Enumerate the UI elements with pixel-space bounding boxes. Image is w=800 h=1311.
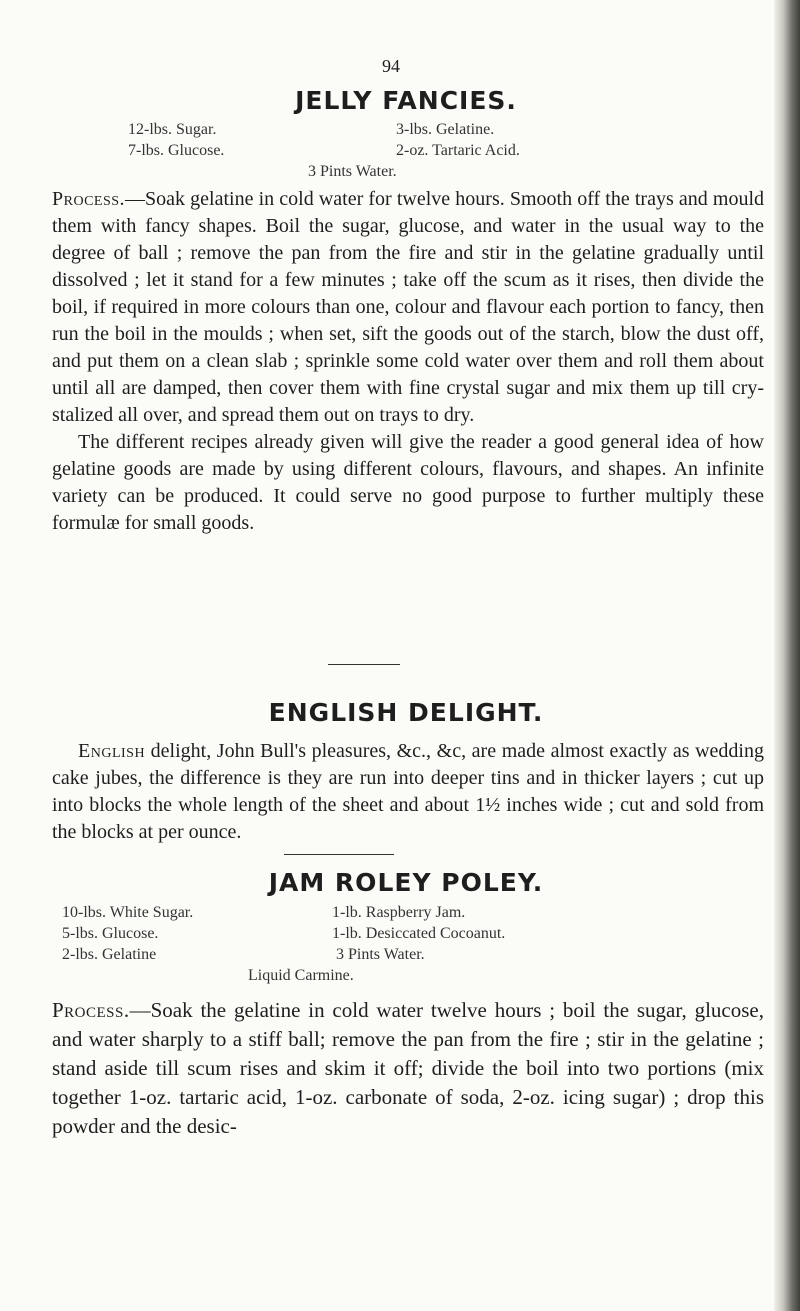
ingredient-gelatine: 2-lbs. Gelatine [62,946,157,963]
section-divider [328,664,400,665]
english-delight-text: delight, John Bull's pleasures, &c., &c, are made almost exactly as wedding cake jubes, the difference is they are run into deeper tins and in thicker layers ; cut up into blocks the whole length of the sheet and about 1½ inches wide ; cut and sold from the blocks at per ounce. [52,740,764,843]
jam-roley-poley-heading: JAM ROLEY POLEY. [268,868,544,897]
process-label: Process. [52,998,130,1022]
jam-process-text: —Soak the gelatine in cold water twelve hours ; boil the sugar, glucose, and water sharply to a stiff ball; remove the pan from the fire ; stir in the gelatine ; stand aside till scum rises and skim it off; divide the boil into two portions (mix together 1-oz. tartaric acid, 1-oz. carbonate of soda, 2-oz. icing sugar) ; drop this powder and the desic- [52,998,764,1138]
jam-process-block [52,996,764,1141]
ingredient-water: 3 Pints Water. [336,946,425,963]
english-delight-heading: ENGLISH DELIGHT. [268,698,544,727]
jelly-note-paragraph: The different recipes already given will give the reader a good general idea of how gelatine goods are made by using different colours, flavours, and shapes. An infinite variety can be produced. It could serve no good purpose to further multiply these formulæ for small goods. [52,431,764,534]
ingredient-carmine: Liquid Carmine. [248,967,354,984]
ingredient-glucose: 5-lbs. Glucose. [62,925,159,942]
ingredient-sugar: 12-lbs. Sugar. [128,121,217,138]
ingredient-glucose: 7-lbs. Glucose. [128,142,225,159]
ingredient-white-sugar: 10-lbs. White Sugar. [62,904,194,921]
jelly-process-block [52,186,764,537]
english-delight-block [52,738,764,846]
page-number: 94 [382,56,400,76]
ingredient-raspberry-jam: 1-lb. Raspberry Jam. [332,904,466,921]
english-lead: English [78,740,146,762]
ingredient-water: 3 Pints Water. [308,163,397,180]
process-label: Process. [52,188,126,210]
page-edge [774,0,800,1311]
jelly-fancies-heading: JELLY FANCIES. [295,86,517,115]
ingredient-tartaric-acid: 2-oz. Tartaric Acid. [396,142,520,159]
ingredient-gelatine: 3-lbs. Gelatine. [396,121,495,138]
section-divider [284,854,394,855]
ingredient-cocoanut: 1-lb. Desiccated Cocoanut. [332,925,506,942]
jelly-process-text: —Soak gelatine in cold water for twelve hours. Smooth off the trays and mould them with fancy shapes. Boil the sugar, glucose, and water in the usual way to the degree of ball ; remove the pan from the fire and stir in the gelatine gradually until dissolved ; let it stand for a few minutes ; take off the scum as it rises, then divide the boil, if required in more colours than one, colour and flavour each portion to fancy, then run the boil in the moulds ; when set, sift the goods out of the starch, blow the dust off, and put them on a clean slab ; sprinkle some cold water over them and roll them about until all are damped, then cover them with fine crystal sugar and mix them up till cry-stalized all over, and spread them out on trays to dry. [52,188,764,426]
